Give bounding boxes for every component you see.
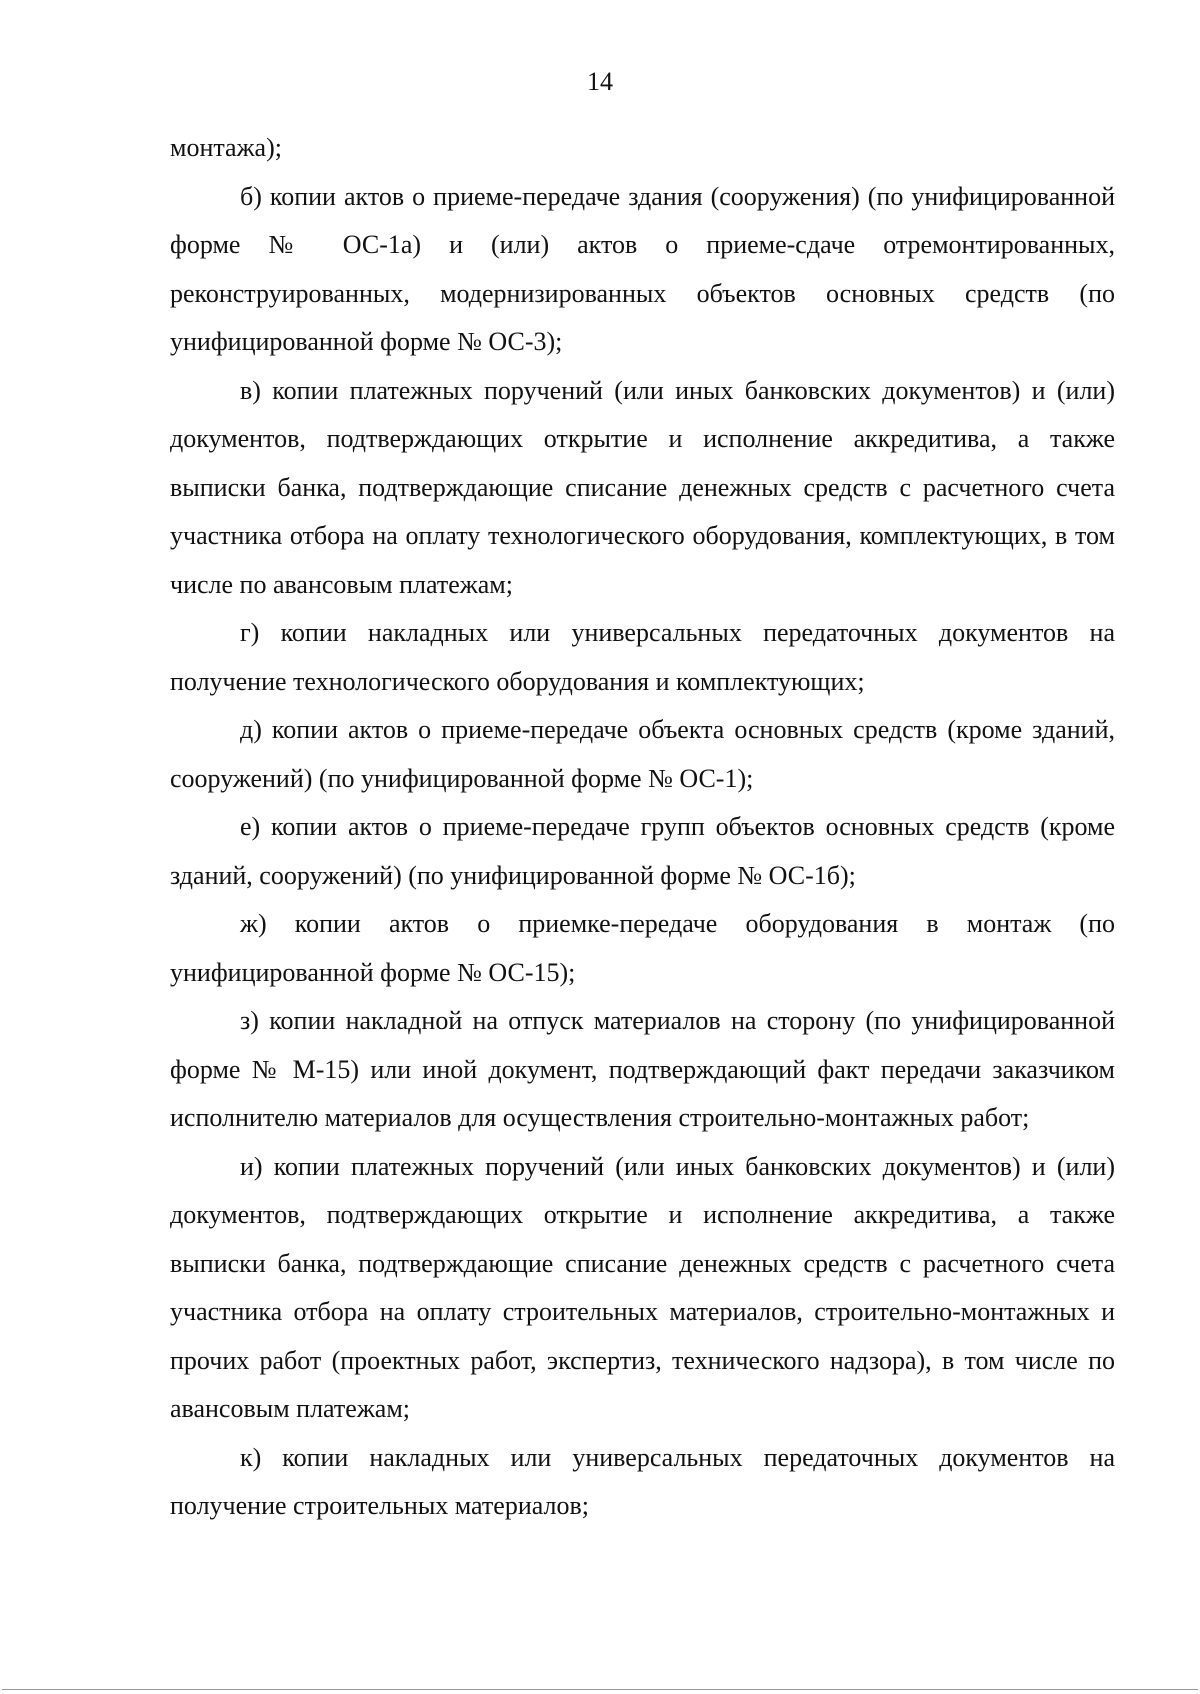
paragraph-item-b: б) копии актов о приеме-передаче здания (сооружения) (по унифицированной форме № ОС-1а) и (или) актов о приеме-сдаче отремонтированных, реконструированных, модернизированных объектов основных средств (по унифицированной форме № ОС-3); [170, 181, 1115, 356]
document-body [170, 124, 1115, 1531]
paragraph-item-z: з) копии накладной на отпуск материалов на сторону (по унифицированной форме № М-15) или иной документ, подтверждающий факт передачи заказчиком исполнителю материалов для осуществления строительно-монтажных работ; [170, 1006, 1115, 1132]
page-number: 14 [587, 67, 613, 96]
paragraph-item-zh: ж) копии актов о приемке-передаче оборудования в монтаж (по унифицированной форме № ОС-15); [170, 909, 1115, 987]
paragraph-item-k: к) копии накладных или универсальных передаточных документов на получение строительных материалов; [170, 1442, 1115, 1520]
paragraph-item-v: в) копии платежных поручений (или иных банковских документов) и (или) документов, подтверждающих открытие и исполнение аккредитива, а также выписки банка, подтверждающие списание денежных средств с расчетного счета участника отбора на оплату технологического оборудования, комплектующих, в том числе по авансовым платежам; [170, 375, 1115, 599]
paragraph-item-i: и) копии платежных поручений (или иных банковских документов) и (или) документов, подтверждающих открытие и исполнение аккредитива, а также выписки банка, подтверждающие списание денежных средств с расчетного счета участника отбора на оплату строительных материалов, строительно-монтажных и прочих работ (проектных работ, экспертиз, технического надзора), в том числе по авансовым платежам; [170, 1151, 1115, 1423]
paragraph-item-e: е) копии актов о приеме-передаче групп объектов основных средств (кроме зданий, сооружений) (по унифицированной форме № ОС-1б); [170, 812, 1115, 890]
paragraph-item-d: д) копии актов о приеме-передаче объекта основных средств (кроме зданий, сооружений) (по унифицированной форме № ОС-1); [170, 715, 1115, 793]
page-bottom-divider [2, 1689, 1198, 1690]
paragraph-item-g: г) копии накладных или универсальных передаточных документов на получение технологического оборудования и комплектующих; [170, 618, 1115, 696]
paragraph-continuation: монтажа); [170, 133, 282, 162]
